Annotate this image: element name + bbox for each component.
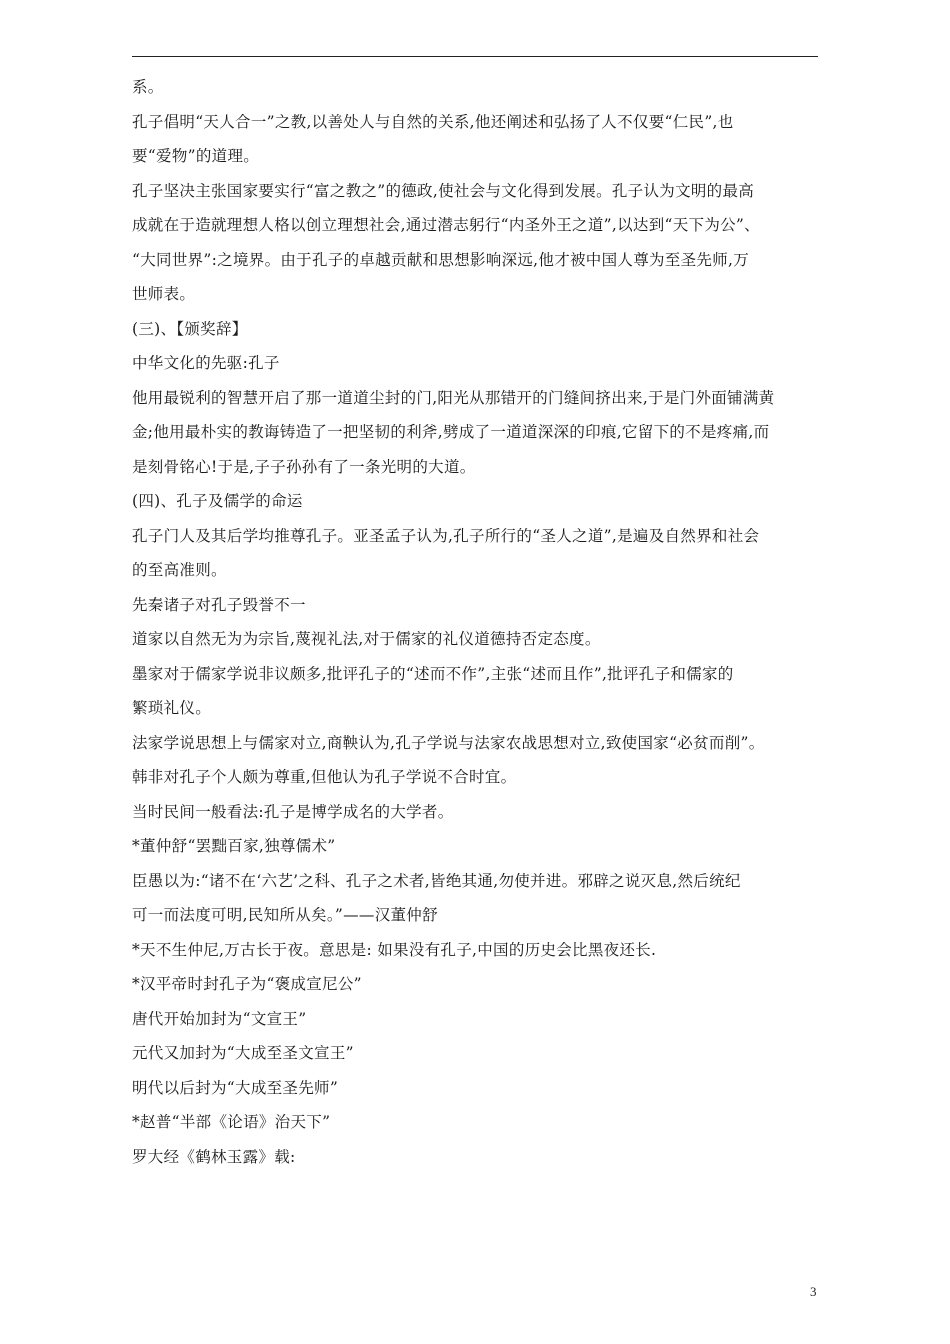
text-line: 孔子倡明“天人合一”之教,以善处人与自然的关系,他还阐述和弘扬了人不仅要“仁民”,也 [132,112,734,131]
text-line: 成就在于造就理想人格以创立理想社会,通过潜志躬行“内圣外王之道”,以达到“天下为公”、 [132,216,760,234]
section-heading: (四)、孔子及儒学的命运 [132,492,303,510]
header-rule [132,56,818,57]
text-line: 道家以自然无为为宗旨,蔑视礼法,对于儒家的礼仪道德持否定态度。 [132,630,601,648]
text-line: 世师表。 [132,285,196,303]
section-heading: (三)、【颁奖辞】 [132,319,248,338]
text-line: 臣愚以为:“诸不在‘六艺’之科、孔子之术者,皆绝其通,勿使并进。邪辟之说灭息,然后统纪 [132,871,741,890]
text-line: 要“爱物”的道理。 [132,147,260,165]
text-line: 中华文化的先驱:孔子 [132,354,280,372]
text-line: 法家学说思想上与儒家对立,商鞅认为,孔子学说与法家农战思想对立,致使国家“必贫而削”。 [132,733,765,752]
text-line: 系。 [132,78,164,96]
text-line: 孔子坚决主张国家要实行“富之教之”的德政,使社会与文化得到发展。孔子认为文明的最高 [132,181,755,200]
page-number: 3 [810,1284,817,1299]
text-line: 可一而法度可明,民知所从矣。”——汉董仲舒 [132,906,438,924]
text-line: 韩非对孔子个人颇为尊重,但他认为孔子学说不合时宜。 [132,768,517,786]
text-line: *汉平帝时封孔子为“褒成宣尼公” [132,975,362,993]
document-body [132,70,822,1174]
text-line: 唐代开始加封为“文宣王” [132,1009,307,1028]
text-line: *天不生仲尼,万古长于夜。意思是: 如果没有孔子,中国的历史会比黑夜还长. [132,940,657,959]
text-line: 先秦诸子对孔子毁誉不一 [132,595,306,614]
text-line: 孔子门人及其后学均推尊孔子。亚圣孟子认为,孔子所行的“圣人之道”,是遍及自然界和社会 [132,526,760,545]
text-line: 是刻骨铭心!于是,子子孙孙有了一条光明的大道。 [132,457,476,476]
text-line: 明代以后封为“大成至圣先师” [132,1078,339,1097]
text-line: *赵普“半部《论语》治天下” [132,1113,331,1131]
text-line: 当时民间一般看法:孔子是博学成名的大学者。 [132,802,454,821]
text-line: “大同世界”:之境界。由于孔子的卓越贡献和思想影响深远,他才被中国人尊为至圣先师,万 [132,250,750,269]
text-line: 元代又加封为“大成至圣文宣王” [132,1044,354,1062]
text-line: 罗大经《鹤林玉露》载: [132,1147,296,1166]
text-line: *董仲舒“罢黜百家,独尊儒术” [132,837,336,855]
text-line: 的至高准则。 [132,561,227,579]
text-line: 繁琐礼仪。 [132,699,212,717]
text-line: 他用最锐利的智慧开启了那一道道尘封的门,阳光从那错开的门缝间挤出来,于是门外面铺满黄 [132,388,775,407]
text-line: 金;他用最朴实的教诲铸造了一把坚韧的利斧,劈成了一道道深深的印痕,它留下的不是疼痛,而 [132,423,770,441]
text-line: 墨家对于儒家学说非议颇多,批评孔子的“述而不作”,主张“述而且作”,批评孔子和儒家的 [132,664,734,683]
